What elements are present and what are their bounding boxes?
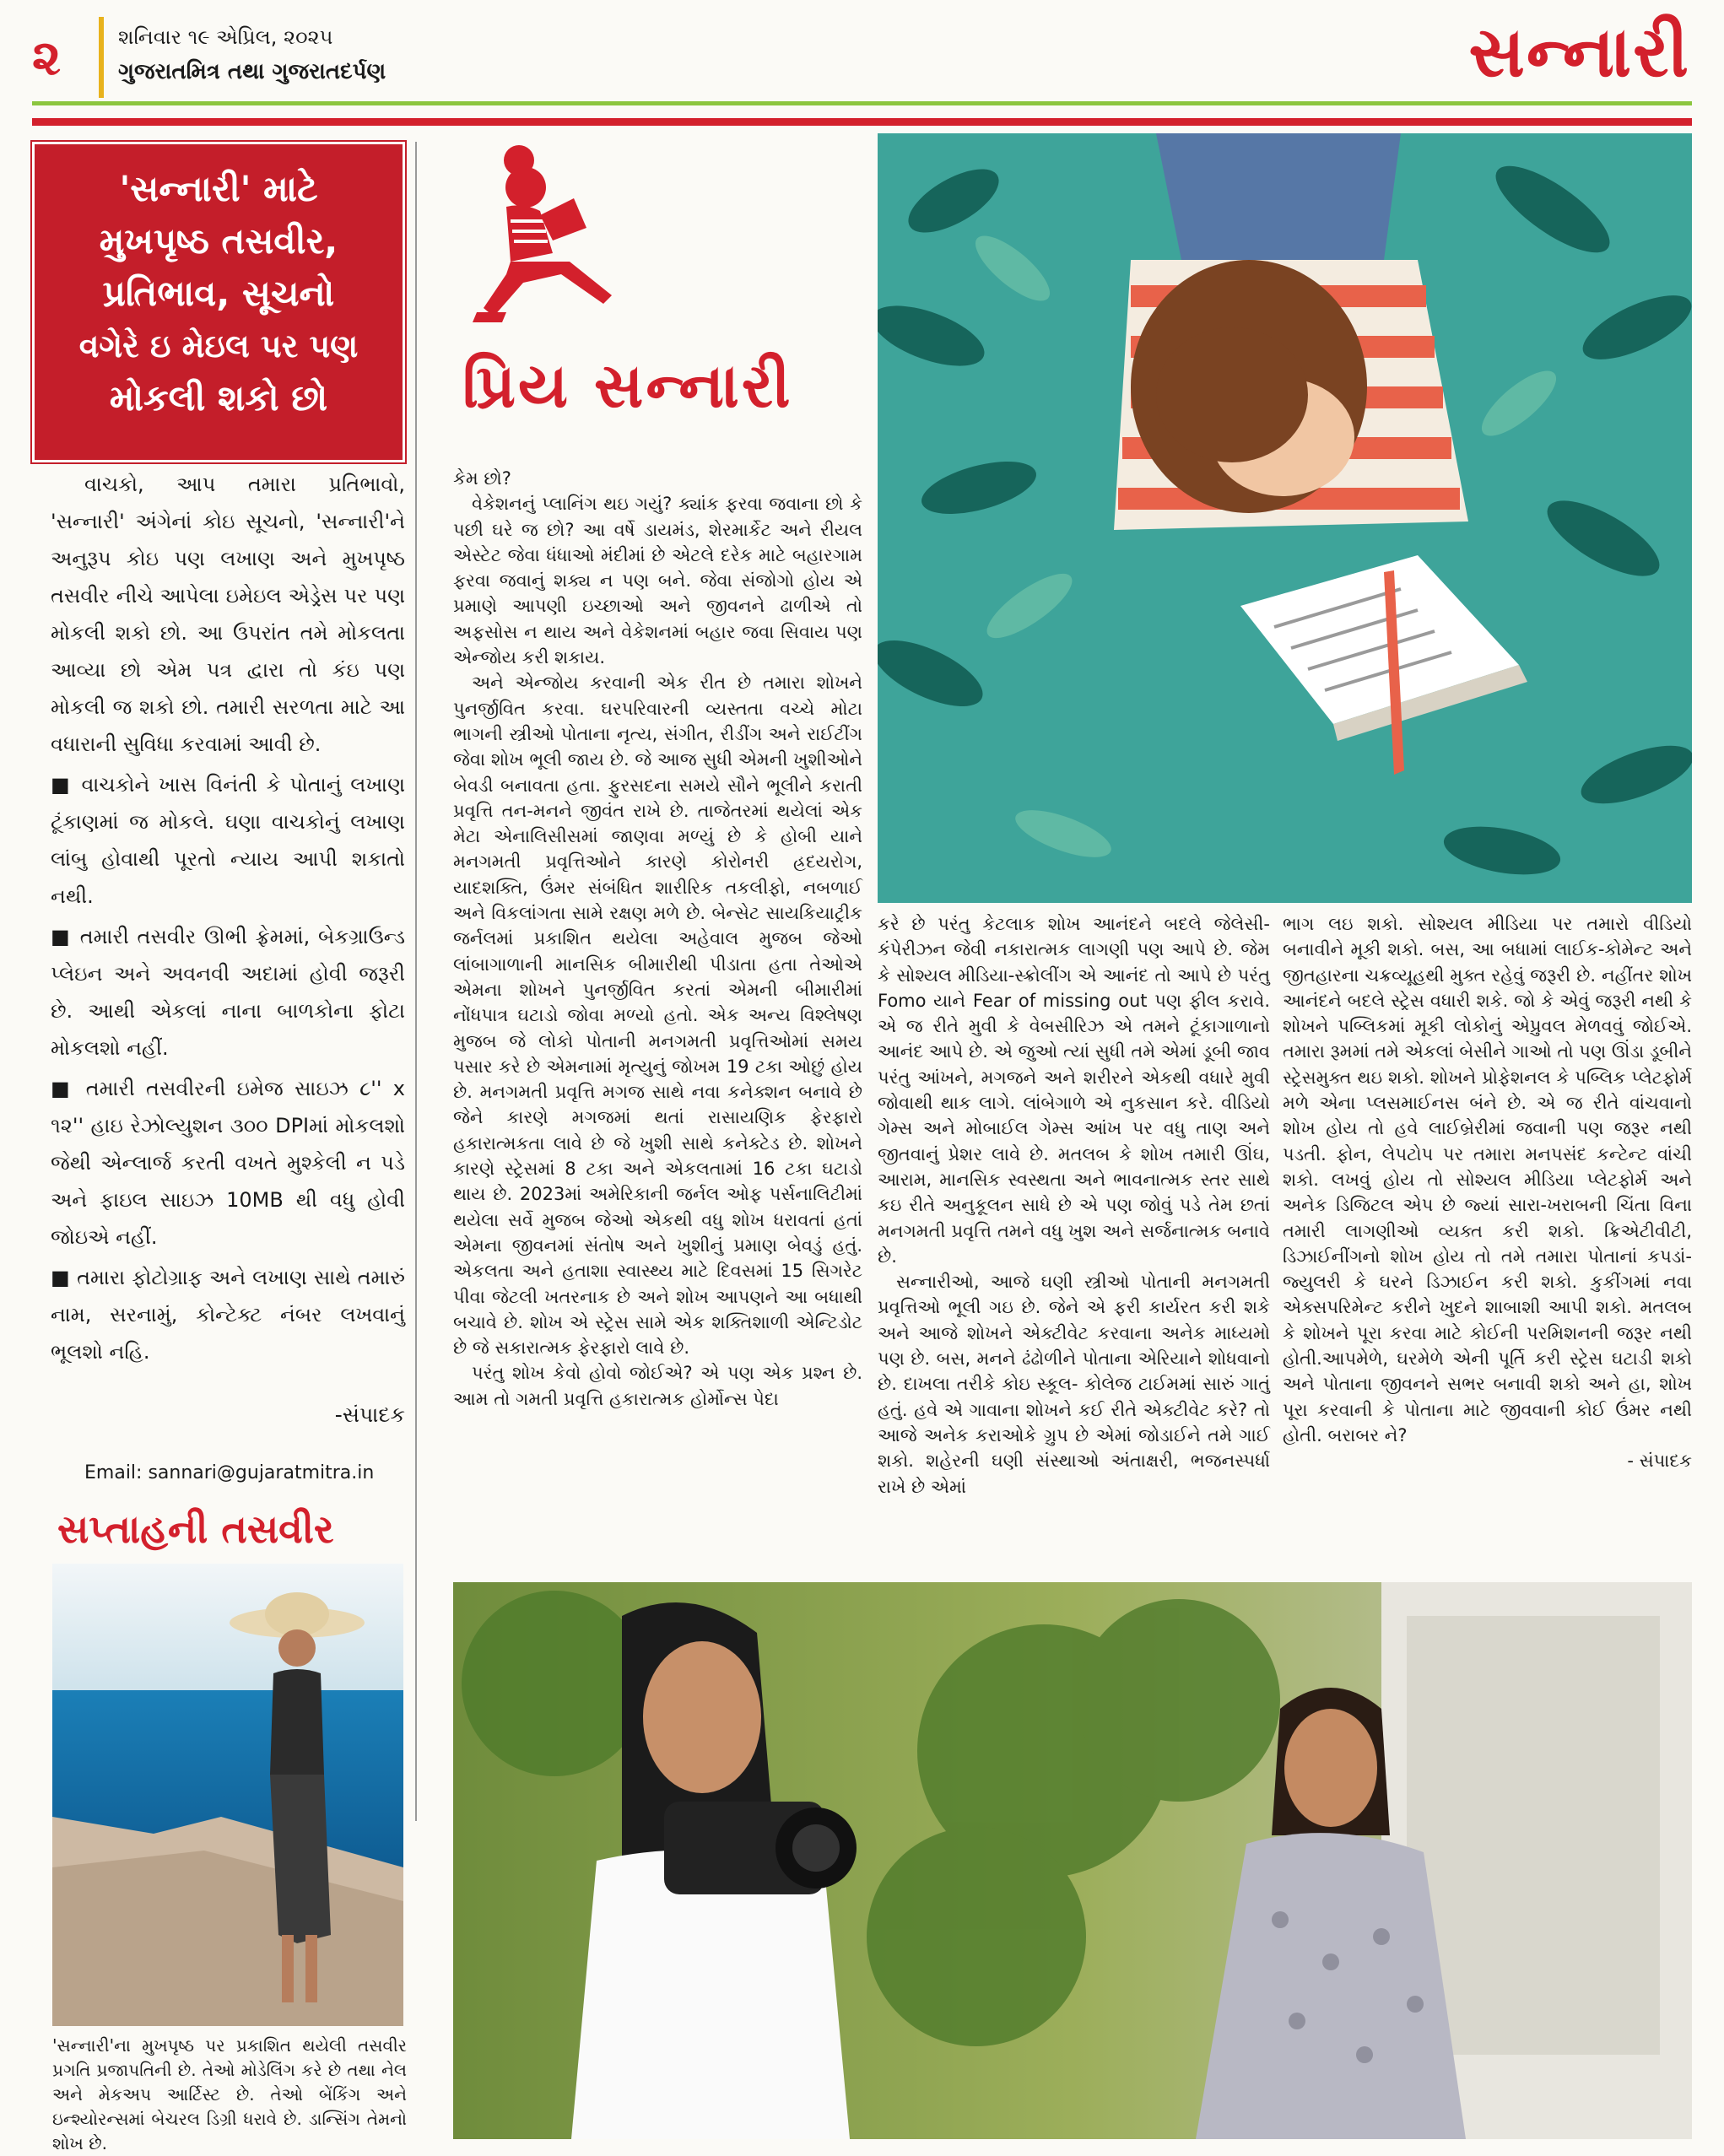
article-signature: - સંપાદક [1627, 1451, 1692, 1472]
article-paragraph: કેમ છો? [453, 468, 511, 489]
notice-title-line: પ્રતિભાવ, સૂચનો [102, 273, 335, 314]
header-rule-green [32, 101, 1692, 105]
page-number: ૨ [32, 29, 62, 86]
section-title: પ્રિય સન્નારી [462, 350, 793, 421]
article-paragraph: કરે છે પરંતુ કેટલાક શોખ આનંદને બદલે જેલેસી-કંપેરીઝન જેવી નકારાત્મક લાગણી પણ આપે છે. જેમ કે સોશ્યલ મીડિયા-સ્ક્રોલીંગ એ આનંદ તો આપે છે પરંતુ Fomo યાને Fear of missing out પણ ફીલ કરાવે. એ જ રીતે મુવી કે વેબસીરિઝ એ તમને ટૂંકાગાળાનો આનંદ આપે છે. એ જુઓ ત્યાં સુધી તમે એમાં ડૂબી જાવ પરંતુ આંખને, મગજને અને શરીરને એકથી વધારે મુવી જોવાથી થાક લાગે. લાંબેગાળે એ નુકસાન કરે. વીડિયો ગેમ્સ અને મોબાઈલ ગેમ્સ આંખ પર વધુ તાણ અને જીતવાનું પ્રેશર લાવે છે. મતલબ કે શોખ તમારી ઊંઘ, આરામ, માનસિક સ્વસ્થતા અને ભાવનાત્મક સ્તર સાથે કઇ રીતે અનુકૂલન સાધે છે એ પણ જોવું પડે તેમ છતાં મનગમતી પ્રવૃત્તિ તમને વધુ ખુશ અને સર્જનાત્મક બનાવે છે. [878, 914, 1270, 1267]
notice-title-line: વગેરે ઇ મેઇલ પર પણ [78, 327, 359, 365]
notice-paragraph: ■ તમારી તસવીર ઊભી ફ્રેમમાં, બેકગ્રાઉન્ડ પ્લેઇન અને અવનવી અદામાં હોવી જરૂરી છે. આથી એકલાં નાના બાળકોના ફોટા મોકલશો નહીં. [51, 925, 405, 1060]
notice-paragraph: ■ વાચકોને ખાસ વિનંતી કે પોતાનું લખાણ ટૂંકાણમાં જ મોકલે. ઘણા વાચકોનું લખાણ લાંબુ હોવાથી પૂરતો ન્યાય આપી શકાતો નથી. [51, 773, 405, 908]
article-paragraph: પરંતુ શોખ કેવો હોવો જોઈએ? એ પણ એક પ્રશ્ન છે. આમ તો ગમતી પ્રવૃત્તિ હકારાત્મક હોર્મોન્સ પેદા [453, 1363, 862, 1409]
header-divider [99, 17, 104, 98]
notice-paragraph: વાચકો, આપ તમારા પ્રતિભાવો, 'સન્નારી' અંગેનાં કોઇ સૂચનો, 'સન્નારી'ને અનુરૂપ કોઇ પણ લખાણ અને મુખપૃષ્ઠ તસવીર નીચે આપેલા ઇમેઇલ એડ્રેસ પર પણ મોકલી શકો છો. આ ઉપરાંત તમે મોકલતા આવ્યા છો એમ પત્ર દ્વારા તો કંઇ પણ મોકલી જ શકો છો. તમારી સરળતા માટે આ વધારાની સુવિધા કરવામાં આવી છે. [51, 473, 405, 756]
header-rule-red [32, 118, 1692, 126]
notice-signature: -સંપાદક [334, 1402, 405, 1427]
notice-title-line: 'સન્નારી' માટે [119, 168, 318, 209]
article-column-3 [1283, 911, 1692, 1474]
reader-logo-icon [460, 135, 662, 329]
photo-of-week-caption: 'સન્નારી'ના મુખપૃષ્ઠ પર પ્રકાશિત થયેલી તસવીર પ્રગતિ પ્રજાપતિની છે. તેઓ મોડેલિંગ કરે છે તથા નેલ અને મેકઅપ આર્ટિસ્ટ છે. તેઓ બેંકિંગ અને ઇન્શ્યોરન્સમાં બેચરલ ડિગ્રી ધરાવે છે. ડાન્સિંગ તેમનો શોખ છે. [52, 2035, 407, 2153]
article-paragraph: સન્નારીઓ, આજે ઘણી સ્ત્રીઓ પોતાની મનગમતી પ્રવૃત્તિઓ ભૂલી ગઇ છે. જેને એ ફરી કાર્યરત કરી શકે અને આજે શોખને એક્ટીવેટ કરવાના અનેક માધ્યમો પણ છે. બસ, મનને ઢંઢોળીને પોતાના એરિયાને શોધવાનો છે. દાખલા તરીકે કોઇ સ્કૂલ- કોલેજ ટાઈમમાં સારું ગાતું હતું. હવે એ ગાવાના શોખને કઈ રીતે એક્ટીવેટ કરે? તો આજે અનેક કરાઓકે ગ્રુપ છે એમાં જોડાઈને તમે ગાઈ શકો. શહેરની ઘણી સંસ્થાઓ અંતાક્ષરી, ભજનસ્પર્ધા રાખે છે એમાં [878, 1272, 1271, 1497]
notice-paragraph: ■ તમારા ફોટોગ્રાફ અને લખાણ સાથે તમારું નામ, સરનામું, કોન્ટેક્ટ નંબર લખવાનું ભૂલશો નહિ. [51, 1266, 405, 1364]
article-column-2 [878, 911, 1270, 1499]
photo-of-week-image [52, 1564, 403, 2026]
article-photo-women-hobbies [453, 1582, 1692, 2139]
notice-paragraph: ■ તમારી તસવીરની ઇમેજ સાઇઝ ૮'' x ૧૨'' હાઇ રેઝોલ્યુશન ૩૦૦ DPIમાં મોકલશો જેથી એન્લાર્જ કરતી વખતે મુશ્કેલી ન પડે અને ફાઇલ સાઇઝ 10MB થી વધુ હોવી જોઇએ નહીં. [51, 1077, 405, 1249]
masthead: સન્નારી [1468, 12, 1690, 93]
illustration-girl-reading [878, 133, 1692, 903]
photo-of-week-title: સપ્તાહની તસવીર [57, 1506, 334, 1552]
notice-headline-box [32, 142, 405, 462]
notice-title-line: મોકલી શકો છો [109, 377, 328, 419]
email-address[interactable]: Email: sannari@gujaratmitra.in [84, 1462, 375, 1483]
article-column-1 [453, 466, 862, 1412]
column-divider [415, 142, 417, 1821]
article-paragraph: ભાગ લઇ શકો. સોશ્યલ મીડિયા પર તમારો વીડિયો બનાવીને મૂકી શકો. બસ, આ બધામાં લાઈક-કોમેન્ટ અને જીતહારના ચક્રવ્યૂહથી મુક્ત રહેવું જરૂરી છે. નહીંતર શોખ આનંદને બદલે સ્ટ્રેસ વધારી શકે. જો કે એવું જરૂરી નથી કે શોખને પબ્લિકમાં મૂકી લોકોનું એપ્રુવલ મેળવવું જોઈએ. તમારા રૂમમાં તમે એકલાં બેસીને ગાઓ તો પણ ઊંડા ડૂબીને સ્ટ્રેસમુક્ત થઇ શકો. શોખને પ્રોફેશનલ કે પબ્લિક પ્લેટફોર્મ મળે એના પ્લસમાઈનસ બંને છે. એ જ રીતે વાંચવાનો શોખ હોય તો હવે લાઈબ્રેરીમાં જવાની પણ જરૂર નથી પડતી. ફોન, લેપટોપ પર તમારા મનપસંદ કન્ટેન્ટ વાંચી શકો. લખવું હોય તો સોશ્યલ મીડિયા પ્લેટફોર્મ અને અનેક ડિજિટલ એપ છે જ્યાં સારા-ખરાબની ચિંતા વિના તમારી લાગણીઓ વ્યક્ત કરી શકો. ક્રિએટીવીટી, ડિઝાઈનીંગનો શોખ હોય તો તમે તમારા પોતાનાં કપડાં-જ્યુલરી કે ઘરને ડિઝાઈન કરી શકો. કુકીંગમાં નવા એક્સપરિમેન્ટ કરીને ખુદને શાબાશી આપી શકો. મતલબ કે શોખને પૂરા કરવા માટે કોઈની પરમિશનની જરૂર નથી હોતી.આપમેળે, ઘરમેળે એની પૂર્તિ કરી સ્ટ્રેસ ઘટાડી શકો અને પોતાના જીવનને સભર બનાવી શકો અને હા, શોખ પૂરા કરવાની કે પોતાના માટે જીવવાની કોઈ ઉંમર નથી હોતી. બરાબર ને? [1283, 914, 1692, 1445]
issue-date: શનિવાર ૧૯ એપ્રિલ, ૨૦૨૫ [118, 25, 333, 49]
notice-title-line: મુખપૃષ્ઠ તસવીર, [99, 220, 338, 262]
notice-body [51, 466, 405, 1374]
publication-name: ગુજરાતમિત્ર તથા ગુજરાતદર્પણ [118, 59, 386, 84]
article-paragraph: અને એન્જોય કરવાની એક રીત છે તમારા શોખને પુનર્જીવિત કરવા. ઘરપરિવારની વ્યસ્તતા વચ્ચે મોટા ભાગની સ્ત્રીઓ પોતાના નૃત્ય, સંગીત, રીડીંગ અને રાઈટીંગ જેવા શોખ ભૂલી જાય છે. જે આજ સુધી એમની ખુશીઓને બેવડી બનાવતા હતા. ફુરસદના સમયે સૌને ભૂલીને કરાતી પ્રવૃત્તિ તન-મનને જીવંત રાખે છે. તાજેતરમાં થયેલાં એક મેટા એનાલિસીસમાં જાણવા મળ્યું છે કે હોબી યાને મનગમતી પ્રવૃત્તિઓને કારણે કોરોનરી હ્રદયરોગ, યાદશક્તિ, ઉંમર સંબંધિત શારીરિક તકલીફો, નબળાઈ અને વિકલાંગતા સામે રક્ષણ મળે છે. બેન્સેટ સાયકિયાટ્રીક જર્નલમાં પ્રકાશિત થયેલા અહેવાલ મુજબ જેઓ લાંબાગાળાની માનસિક બીમારીથી પીડાતા હતા તેઓએ એમના શોખને પુનર્જીવિત કરતાં એમની બીમારીમાં નોંધપાત્ર ઘટાડો જોવા મળ્યો હતો. એક અન્ય વિશ્લેષણ મુજબ જે લોકો પોતાની મનગમતી પ્રવૃત્તિઓમાં સમય પસાર કરે છે એમનામાં મૃત્યુનું જોખમ 19 ટકા ઓછું હોય છે. મનગમતી પ્રવૃત્તિ મગજ સાથે નવા કનેક્શન બનાવે છે જેને કારણે મગજમાં થતાં રાસાયણિક ફેરફારો હકારાત્મકતા લાવે છે જે ખુશી સાથે કનેક્ટેડ છે. શોખને કારણે સ્ટ્રેસમાં 8 ટકા અને એકલતામાં 16 ટકા ઘટાડો થાય છે. 2023માં અમેરિકાની જર્નલ ઓફ પર્સનાલિટીમાં થયેલા સર્વે મુજબ જેઓ એકથી વધુ શોખ ધરાવતાં હતાં એમના જીવનમાં સંતોષ અને ખુશીનું પ્રમાણ બેવડું હતું. એકલતા અને હતાશા સ્વાસ્થ્ય માટે દિવસમાં 15 સિગરેટ પીવા જેટલી ખતરનાક છે અને શોખ આપણને આ બધાથી બચાવે છે. શોખ એ સ્ટ્રેસ સામે એક શક્તિશાળી એન્ટિડોટ છે જે સકારાત્મક ફેરફારો લાવે છે. [453, 673, 862, 1359]
article-paragraph: વેકેશનનું પ્લાનિંગ થઇ ગયું? ક્યાંક ફરવા જવાના છો કે પછી ઘરે જ છો? આ વર્ષે ડાયમંડ, શેરમાર્કેટ અને રીયલ એસ્ટેટ જેવા ધંધાઓ મંદીમાં છે એટલે દરેક માટે બહારગામ ફરવા જવાનું શક્ય ન પણ બને. જેવા સંજોગો હોય એ પ્રમાણે આપણી ઇચ્છાઓ અને જીવનને ઢાળીએ તો અફસોસ ન થાય અને વેકેશનમાં બહાર જવા સિવાય પણ એન્જોય કરી શકાય. [453, 494, 862, 668]
